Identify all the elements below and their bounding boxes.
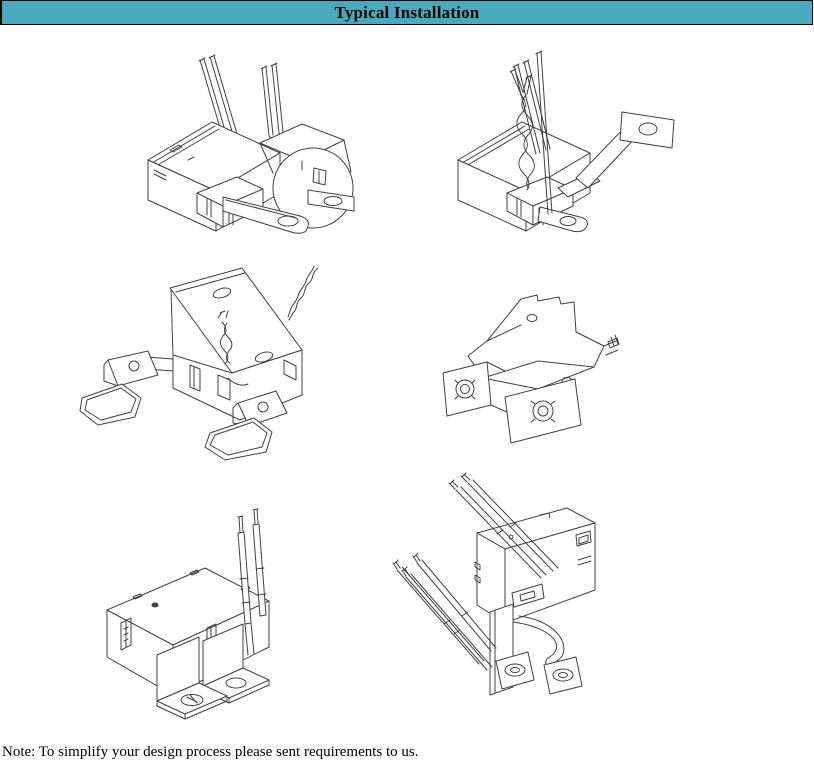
figure-2: [440, 40, 690, 250]
figure-1: [130, 50, 370, 250]
installation-drawing-2: [440, 40, 690, 250]
figure-3: [70, 260, 330, 475]
installation-drawing-3: [70, 260, 330, 475]
figure-6: [380, 465, 610, 715]
installation-drawing-5: [95, 505, 295, 730]
footer-note: [2, 744, 812, 761]
figure-4: [425, 285, 645, 455]
installation-drawing-1: [130, 50, 370, 250]
page-title: Typical Installation: [334, 2, 480, 22]
figure-5: [95, 505, 295, 730]
installation-drawings: [0, 26, 814, 736]
section-title-bar: [0, 0, 813, 25]
installation-drawing-6: [380, 465, 610, 715]
note-text: Note: To simplify your design process please sent requirements to us.: [2, 744, 419, 760]
installation-drawing-4: [425, 285, 645, 455]
